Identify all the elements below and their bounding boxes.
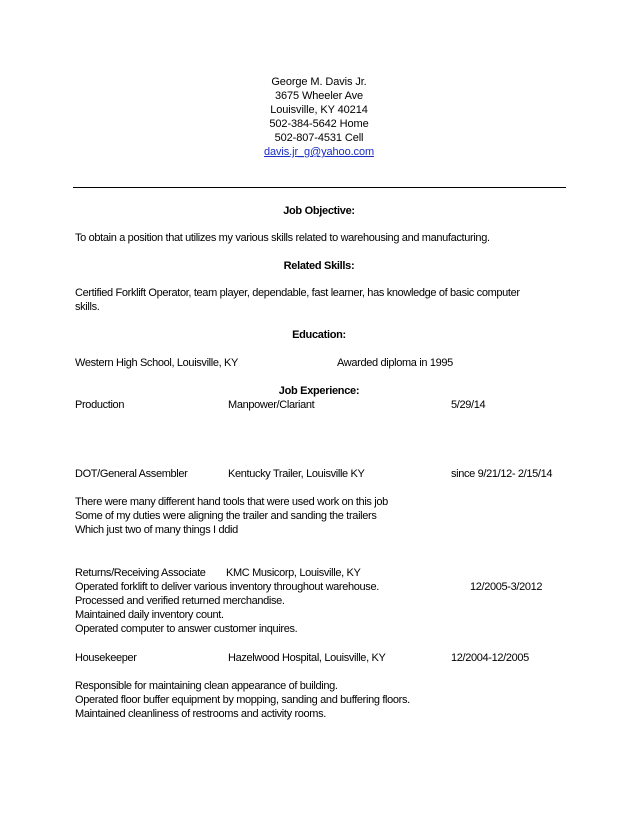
job-duty-line: Processed and verified returned merchandise. bbox=[75, 595, 285, 607]
objective-text: To obtain a position that utilizes my various skills related to warehousing and manufacturing. bbox=[75, 232, 490, 244]
job-duty-line: Operated computer to answer customer inquires. bbox=[75, 623, 298, 635]
job-position: Housekeeper bbox=[75, 652, 137, 664]
job-duty-line: Maintained cleanliness of restrooms and activity rooms. bbox=[75, 708, 326, 720]
address-line-2: Louisville, KY 40214 bbox=[270, 104, 368, 116]
education-award: Awarded diploma in 1995 bbox=[337, 357, 453, 369]
address-line-1: 3675 Wheeler Ave bbox=[274, 90, 364, 102]
job-duty-line: Operated floor buffer equipment by mopping, sanding and buffering floors. bbox=[75, 694, 410, 706]
job-duty-line: Maintained daily inventory count. bbox=[75, 609, 224, 621]
job-position: Production bbox=[75, 399, 125, 411]
job-position: Returns/Receiving Associate bbox=[75, 567, 206, 579]
job-employer: Hazelwood Hospital, Louisville, KY bbox=[228, 652, 386, 664]
skills-heading: Related Skills: bbox=[283, 260, 355, 272]
job-duty-line: Operated forklift to deliver various inventory throughout warehouse. bbox=[75, 581, 379, 593]
job-employer: KMC Musicorp, Louisville, KY bbox=[226, 567, 361, 579]
skills-text-line-2: skills. bbox=[75, 301, 100, 313]
education-heading: Education: bbox=[292, 329, 346, 341]
job-employer: Kentucky Trailer, Louisville KY bbox=[228, 468, 365, 480]
job-position: DOT/General Assembler bbox=[75, 468, 188, 480]
skills-text-line-1: Certified Forklift Operator, team player, dependable, fast learner, has knowledge of basic computer bbox=[75, 287, 520, 299]
home-phone: 502-384-5642 Home bbox=[269, 118, 369, 130]
cell-phone: 502-807-4531 Cell bbox=[274, 132, 364, 144]
candidate-name: George M. Davis Jr. bbox=[271, 76, 367, 88]
job-employer: Manpower/Clariant bbox=[228, 399, 315, 411]
email-link[interactable]: davis.jr_g@yahoo.com bbox=[263, 146, 375, 158]
job-duty-line: Some of my duties were aligning the trailer and sanding the trailers bbox=[75, 510, 377, 522]
header-divider bbox=[73, 187, 566, 188]
job-dates: 12/2004-12/2005 bbox=[451, 652, 529, 664]
job-dates: 12/2005-3/2012 bbox=[470, 581, 543, 593]
education-school: Western High School, Louisville, KY bbox=[75, 357, 239, 369]
job-dates: since 9/21/12- 2/15/14 bbox=[451, 468, 553, 480]
job-duty-line: Which just two of many things I ddid bbox=[75, 524, 238, 536]
job-duty-line: There were many different hand tools that were used work on this job bbox=[75, 496, 388, 508]
experience-heading: Job Experience: bbox=[278, 385, 360, 397]
job-dates: 5/29/14 bbox=[451, 399, 486, 411]
objective-heading: Job Objective: bbox=[283, 205, 355, 217]
job-duty-line: Responsible for maintaining clean appearance of building. bbox=[75, 680, 338, 692]
